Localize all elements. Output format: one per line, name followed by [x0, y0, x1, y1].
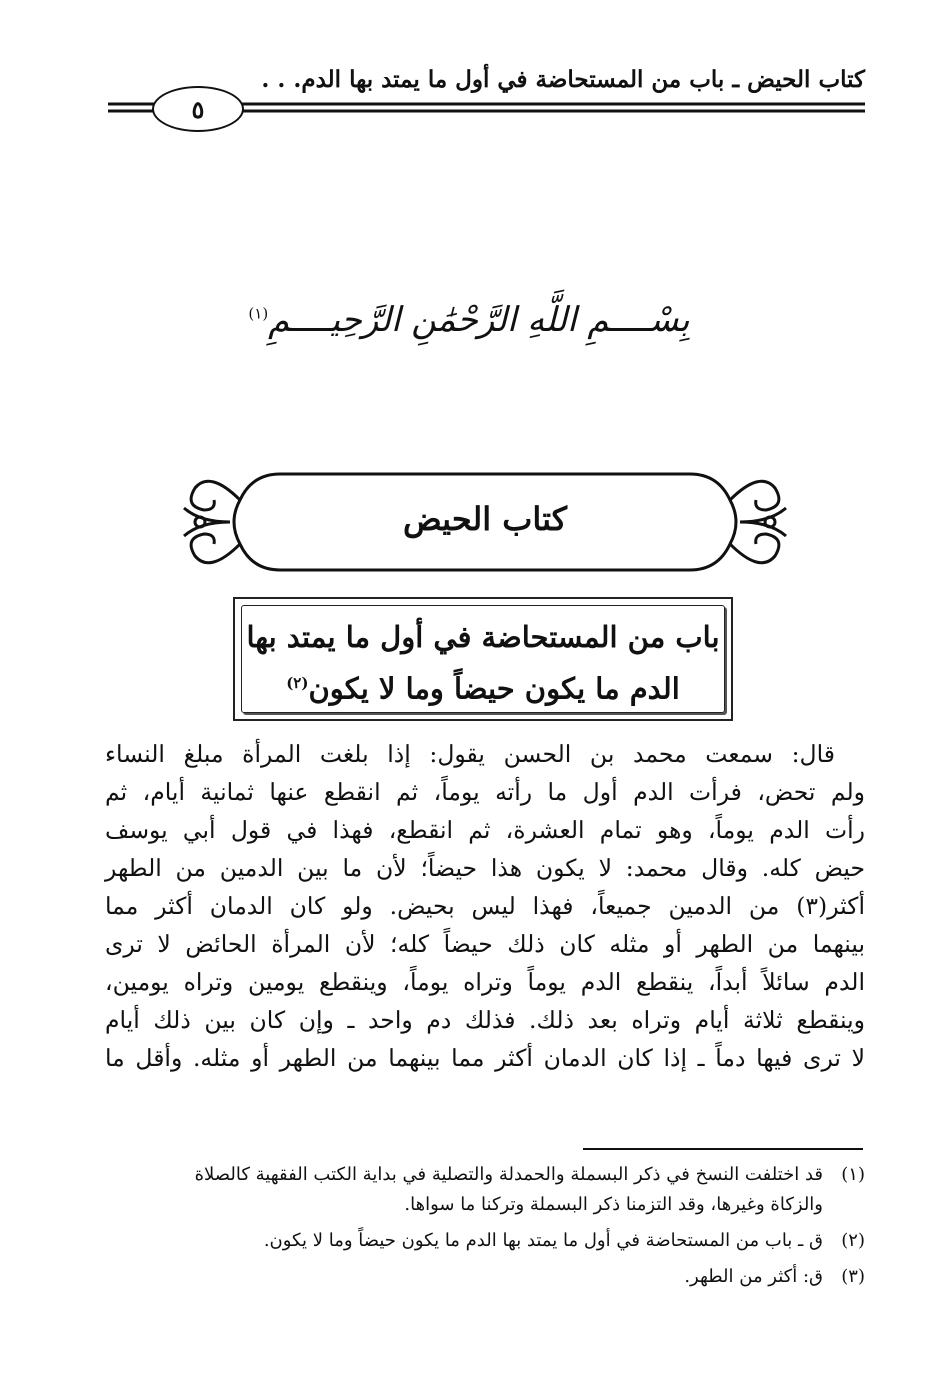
footnote-line: قد اختلفت النسخ في ذكر البسملة والحمدلة والتصلية في بداية الكتب الفقهية كالصلاة	[194, 1164, 823, 1185]
chapter-title-line-2	[242, 660, 724, 712]
text-line: الدم سائلاً أبداً، ينقطع الدم يوماً وتراه يوماً، وينقطع يومين وتراه يومين،	[105, 968, 865, 996]
footnote-line: ق ـ باب من المستحاضة في أول ما يمتد بها الدم ما يكون حيضاً وما لا يكون.	[263, 1230, 823, 1251]
chapter-title-line-2-text: الدم ما يكون حيضاً وما لا يكون	[308, 671, 680, 706]
chapter-title	[241, 605, 725, 713]
footnote-separator	[583, 1148, 863, 1150]
main-text	[105, 735, 865, 1077]
text-line: حيض كله. وقال محمد: لا يكون هذا حيضاً؛ لأن ما بين الدمين من الطهر	[105, 854, 865, 882]
basmala-footnote-mark: (١)	[248, 304, 269, 323]
page-number: ٥	[152, 86, 244, 132]
basmala-text: بِسْــــمِ اللَّهِ الرَّحْمَٰنِ الرَّحِيــــمِ	[268, 300, 690, 340]
footnote-text	[110, 1262, 823, 1292]
chapter-title-box	[233, 597, 733, 721]
footnote-line: ق: أكثر من الطهر.	[684, 1266, 823, 1287]
text-line: بينهما من الطهر أو مثله كان ذلك حيضاً كله؛ لأن المرأة الحائض لا ترى	[105, 930, 865, 958]
book-title: كتاب الحيض	[402, 500, 568, 538]
footnote-3	[110, 1262, 865, 1292]
footnote-text	[110, 1160, 823, 1220]
footnote-number: (٢)	[841, 1230, 865, 1251]
text-line: قال: سمعت محمد بن الحسن يقول: إذا بلغت المرأة مبلغ النساء	[105, 740, 835, 768]
footnote-number: (٣)	[841, 1266, 865, 1287]
text-line: وينقطع ثلاثة أيام وتراه بعد ذلك. فذلك دم واحد ـ وإن كان بين ذلك أيام	[105, 1006, 865, 1034]
running-header: كتاب الحيض ـ باب من المستحاضة في أول ما يمتد بها الدم. . .	[261, 66, 865, 93]
footnote-number: (١)	[841, 1164, 865, 1185]
footnote-1	[110, 1160, 865, 1220]
footnote-text	[110, 1226, 823, 1256]
basmala	[0, 300, 938, 340]
text-line: رأت الدم يوماً، وهو تمام العشرة، ثم انقطع، فهذا في قول أبي يوسف	[105, 816, 865, 844]
book-title-frame	[170, 460, 800, 585]
text-line: لا ترى فيها دماً ـ إذا كان الدمان أكثر مما بينهما من الطهر أو مثله. وأقل ما	[105, 1044, 865, 1072]
footnotes	[110, 1160, 865, 1292]
text-line: ولم تحض، فرأت الدم أول ما رأته يوماً، ثم انقطع عنها ثمانية أيام، ثم	[105, 778, 865, 806]
footnote-2	[110, 1226, 865, 1256]
chapter-footnote-mark: (٢)	[286, 674, 309, 692]
text-line: أكثر(٣) من الدمين جميعاً، فهذا ليس بحيض. ولو كان الدمان أكثر مما	[105, 892, 865, 920]
chapter-title-line-1: باب من المستحاضة في أول ما يمتد بها	[246, 620, 720, 654]
footnote-line: والزكاة وغيرها، وقد التزمنا ذكر البسملة وتركنا ما سواها.	[404, 1194, 823, 1215]
